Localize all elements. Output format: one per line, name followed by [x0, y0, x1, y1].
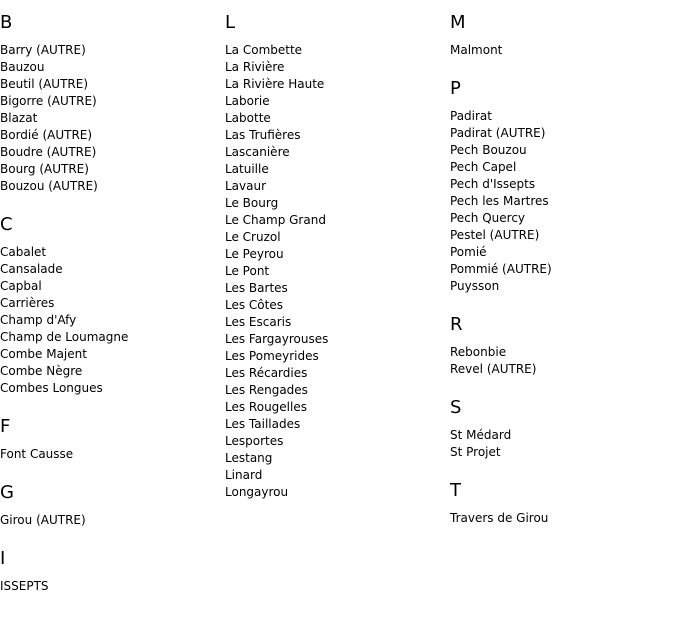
- letter-heading: P: [450, 78, 461, 99]
- place-link[interactable]: Pech les Martres: [450, 194, 549, 208]
- place-list: [0, 446, 220, 463]
- place-link[interactable]: Les Escaris: [225, 315, 292, 329]
- place-link[interactable]: Beutil (AUTRE): [0, 77, 89, 91]
- place-link[interactable]: Les Rengades: [225, 383, 308, 397]
- place-link[interactable]: Les Rougelles: [225, 400, 307, 414]
- letter-heading: C: [0, 214, 13, 235]
- place-link[interactable]: Le Bourg: [225, 196, 279, 210]
- place-link[interactable]: St Médard: [450, 428, 512, 442]
- letter-group: [225, 12, 445, 501]
- place-link[interactable]: Les Côtes: [225, 298, 283, 312]
- place-link[interactable]: Malmont: [450, 43, 503, 57]
- index-column-1: [0, 0, 220, 595]
- place-link[interactable]: Lascanière: [225, 145, 290, 159]
- place-link[interactable]: Capbal: [0, 279, 42, 293]
- place-link[interactable]: Lestang: [225, 451, 273, 465]
- place-link[interactable]: Les Fargayrouses: [225, 332, 329, 346]
- place-link[interactable]: Pech Bouzou: [450, 143, 527, 157]
- place-link[interactable]: Pomié: [450, 245, 487, 259]
- place-link[interactable]: Pech d'Issepts: [450, 177, 536, 191]
- place-link[interactable]: Les Récardies: [225, 366, 308, 380]
- place-link[interactable]: Bouzou (AUTRE): [0, 179, 98, 193]
- place-list: [450, 344, 670, 378]
- place-link[interactable]: Font Causse: [0, 447, 74, 461]
- place-link[interactable]: La Rivière Haute: [225, 77, 325, 91]
- letter-group: [450, 480, 670, 527]
- place-link[interactable]: Bigorre (AUTRE): [0, 94, 97, 108]
- place-link[interactable]: Le Cruzol: [225, 230, 281, 244]
- place-link[interactable]: Blazat: [0, 111, 38, 125]
- place-link[interactable]: Padirat: [450, 109, 492, 123]
- place-link[interactable]: Padirat (AUTRE): [450, 126, 546, 140]
- place-link[interactable]: Cansalade: [0, 262, 63, 276]
- place-link[interactable]: Puysson: [450, 279, 500, 293]
- place-link[interactable]: Barry (AUTRE): [0, 43, 86, 57]
- place-link[interactable]: Les Bartes: [225, 281, 288, 295]
- place-link[interactable]: Laborie: [225, 94, 270, 108]
- index-column-3: [450, 0, 670, 527]
- index-column-2: [225, 0, 445, 501]
- letter-heading: S: [450, 397, 462, 418]
- place-link[interactable]: La Combette: [225, 43, 303, 57]
- place-list: [225, 42, 445, 501]
- place-link[interactable]: Les Pomeyrides: [225, 349, 319, 363]
- place-link[interactable]: Champ d'Afy: [0, 313, 77, 327]
- place-list: [450, 510, 670, 527]
- letter-heading: I: [0, 548, 6, 569]
- place-link[interactable]: St Projet: [450, 445, 501, 459]
- place-link[interactable]: Pommié (AUTRE): [450, 262, 552, 276]
- place-link[interactable]: Pech Quercy: [450, 211, 526, 225]
- place-list: [0, 512, 220, 529]
- place-link[interactable]: Le Pont: [225, 264, 270, 278]
- place-link[interactable]: Bourg (AUTRE): [0, 162, 89, 176]
- place-link[interactable]: Bauzou: [0, 60, 45, 74]
- letter-heading: L: [225, 12, 236, 33]
- place-link[interactable]: Le Peyrou: [225, 247, 284, 261]
- place-link[interactable]: Girou (AUTRE): [0, 513, 86, 527]
- letter-group: [0, 214, 220, 397]
- place-link[interactable]: Rebonbie: [450, 345, 507, 359]
- place-link[interactable]: ISSEPTS: [0, 579, 49, 593]
- place-link[interactable]: Combe Nègre: [0, 364, 83, 378]
- place-link[interactable]: Combes Longues: [0, 381, 103, 395]
- place-link[interactable]: Carrières: [0, 296, 55, 310]
- letter-group: [0, 548, 220, 595]
- letter-group: [0, 482, 220, 529]
- place-link[interactable]: Boudre (AUTRE): [0, 145, 97, 159]
- place-link[interactable]: Linard: [225, 468, 263, 482]
- letter-heading: M: [450, 12, 466, 33]
- place-link[interactable]: Travers de Girou: [450, 511, 549, 525]
- letter-group: [0, 12, 220, 195]
- place-link[interactable]: Le Champ Grand: [225, 213, 326, 227]
- place-link[interactable]: Revel (AUTRE): [450, 362, 537, 376]
- place-link[interactable]: Pestel (AUTRE): [450, 228, 540, 242]
- place-link[interactable]: Bordié (AUTRE): [0, 128, 93, 142]
- place-link[interactable]: La Rivière: [225, 60, 285, 74]
- letter-heading: R: [450, 314, 463, 335]
- place-link[interactable]: Champ de Loumagne: [0, 330, 129, 344]
- letter-group: [450, 12, 670, 59]
- place-link[interactable]: Las Trufières: [225, 128, 301, 142]
- letter-group: [450, 397, 670, 461]
- place-link[interactable]: Longayrou: [225, 485, 289, 499]
- letter-group: [0, 416, 220, 463]
- place-link[interactable]: Lavaur: [225, 179, 267, 193]
- place-list: [0, 42, 220, 195]
- letter-heading: G: [0, 482, 14, 503]
- place-link[interactable]: Les Taillades: [225, 417, 301, 431]
- place-link[interactable]: Pech Capel: [450, 160, 517, 174]
- place-link[interactable]: Latuille: [225, 162, 269, 176]
- letter-heading: T: [450, 480, 461, 501]
- letter-group: [450, 314, 670, 378]
- letter-group: [450, 78, 670, 295]
- place-list: [450, 108, 670, 295]
- place-list: [0, 578, 220, 595]
- place-link[interactable]: Combe Majent: [0, 347, 87, 361]
- place-list: [450, 427, 670, 461]
- letter-heading: B: [0, 12, 13, 33]
- place-link[interactable]: Cabalet: [0, 245, 47, 259]
- place-list: [0, 244, 220, 397]
- place-link[interactable]: Lesportes: [225, 434, 284, 448]
- place-link[interactable]: Labotte: [225, 111, 271, 125]
- letter-heading: F: [0, 416, 11, 437]
- place-list: [450, 42, 670, 59]
